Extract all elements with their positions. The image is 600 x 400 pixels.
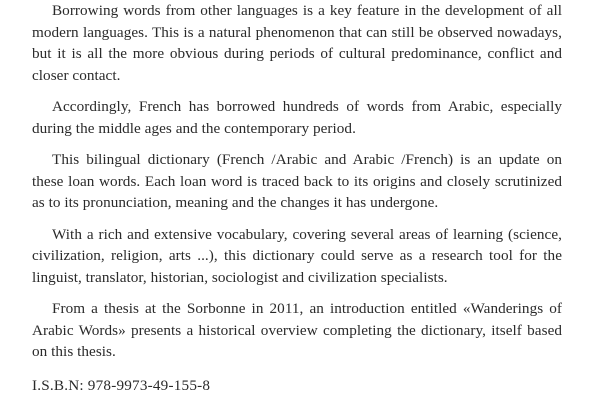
paragraph-french-arabic: Accordingly, French has borrowed hundreds of words from Arabic, especially during the middle ages and the contemporary period. bbox=[32, 98, 562, 137]
paragraph-vocabulary: With a rich and extensive vocabulary, covering several areas of learning (science, civilization, religion, arts ...), this dictionary could serve as a research tool for the linguist, translator, historian, sociologist and civilization specialists. bbox=[32, 225, 562, 286]
paragraph-borrowing: Borrowing words from other languages is a key feature in the development of all modern languages. This is a natural phenomenon that can still be observed nowadays, but it is all the more obvious during periods of cultural predominance, conflict and closer contact. bbox=[32, 2, 562, 84]
description-text-block bbox=[32, 0, 562, 373]
isbn-number: I.S.B.N: 978-9973-49-155-8 bbox=[32, 377, 211, 394]
paragraph-bilingual-dictionary: This bilingual dictionary (French /Arabic and Arabic /French) is an update on these loan words. Each loan word is traced back to its origins and closely scrutinized as to its pronunciation, meaning and the changes it has undergone. bbox=[32, 151, 562, 211]
paragraph-thesis: From a thesis at the Sorbonne in 2011, an introduction entitled «Wanderings of Arabic Words» presents a historical overview completing the dictionary, itself based on this thesis. bbox=[32, 300, 562, 360]
